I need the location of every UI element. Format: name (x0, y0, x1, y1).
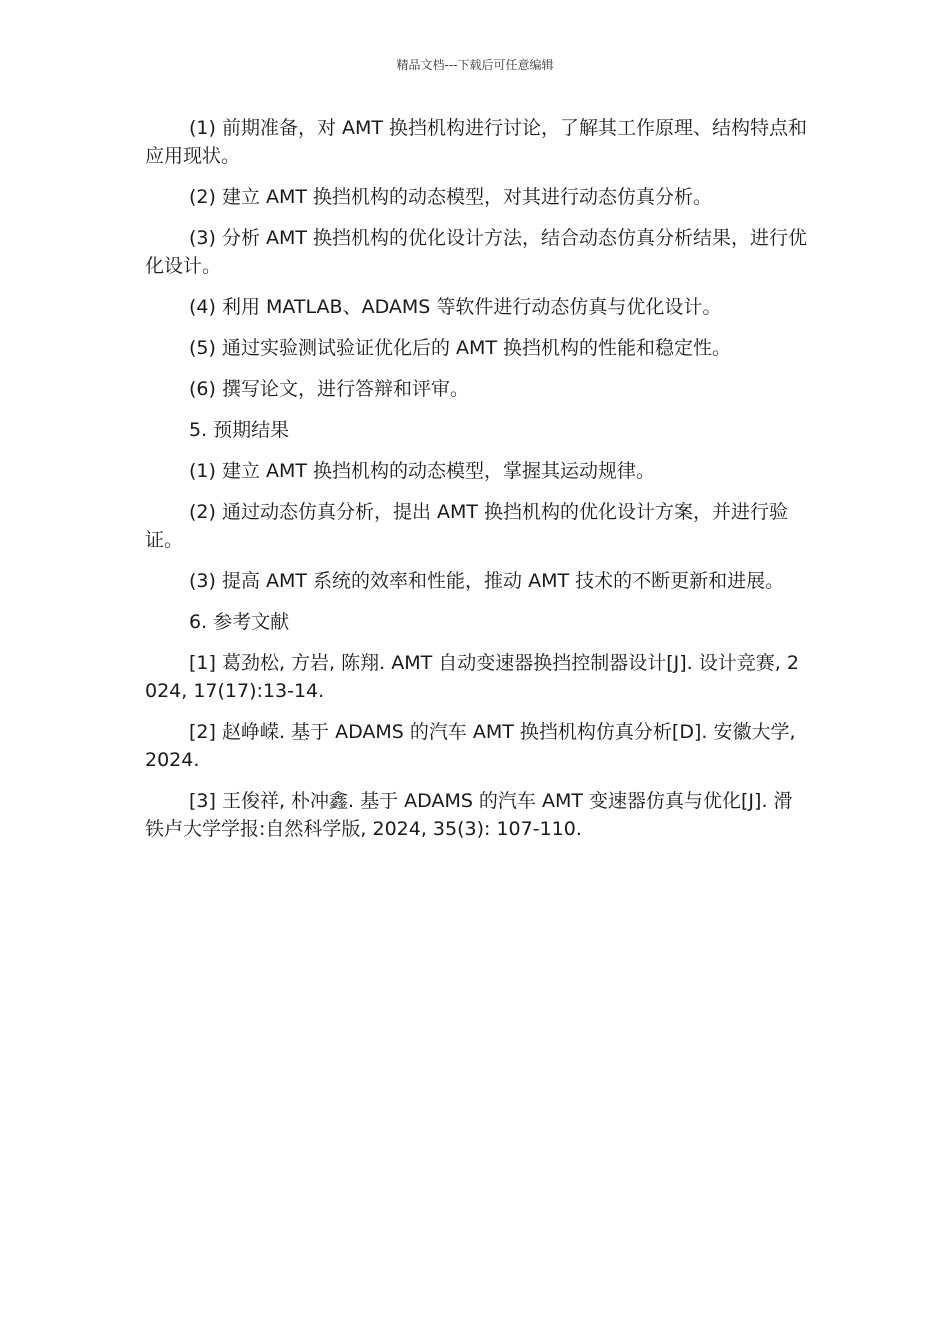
section-heading-expected-results: 5. 预期结果 (189, 419, 290, 441)
expected-result-1: (1) 建立 AMT 换挡机构的动态模型，掌握其运动规律。 (189, 460, 656, 482)
expected-result-3: (3) 提高 AMT 系统的效率和性能，推动 AMT 技术的不断更新和进展。 (189, 570, 785, 592)
document-body (145, 114, 809, 856)
reference-3: [3] 王俊祥, 朴冲鑫. 基于 ADAMS 的汽车 AMT 变速器仿真与优化[J]. 滑铁卢大学学报:自然科学版, 2024, 35(3): 107-110. (145, 790, 793, 840)
plan-step-3: (3) 分析 AMT 换挡机构的优化设计方法，结合动态仿真分析结果，进行优化设计。 (145, 227, 808, 277)
plan-step-1: (1) 前期准备，对 AMT 换挡机构进行讨论，了解其工作原理、结构特点和应用现状。 (145, 117, 808, 167)
page-header: 精品文档---下载后可任意编辑 (396, 58, 554, 72)
reference-2: [2] 赵峥嵘. 基于 ADAMS 的汽车 AMT 换挡机构仿真分析[D]. 安徽大学, 2024. (145, 721, 796, 771)
section-heading-references: 6. 参考文献 (189, 611, 290, 633)
reference-1: [1] 葛劲松, 方岩, 陈翔. AMT 自动变速器换挡控制器设计[J]. 设计竞赛, 2024, 17(17):13-14. (145, 652, 799, 702)
plan-step-5: (5) 通过实验测试验证优化后的 AMT 换挡机构的性能和稳定性。 (189, 337, 732, 359)
expected-result-2: (2) 通过动态仿真分析，提出 AMT 换挡机构的优化设计方案，并进行验证。 (145, 501, 789, 551)
plan-step-4: (4) 利用 MATLAB、ADAMS 等软件进行动态仿真与优化设计。 (189, 296, 722, 318)
plan-step-2: (2) 建立 AMT 换挡机构的动态模型，对其进行动态仿真分析。 (189, 186, 713, 208)
plan-step-6: (6) 撰写论文，进行答辩和评审。 (189, 378, 469, 400)
